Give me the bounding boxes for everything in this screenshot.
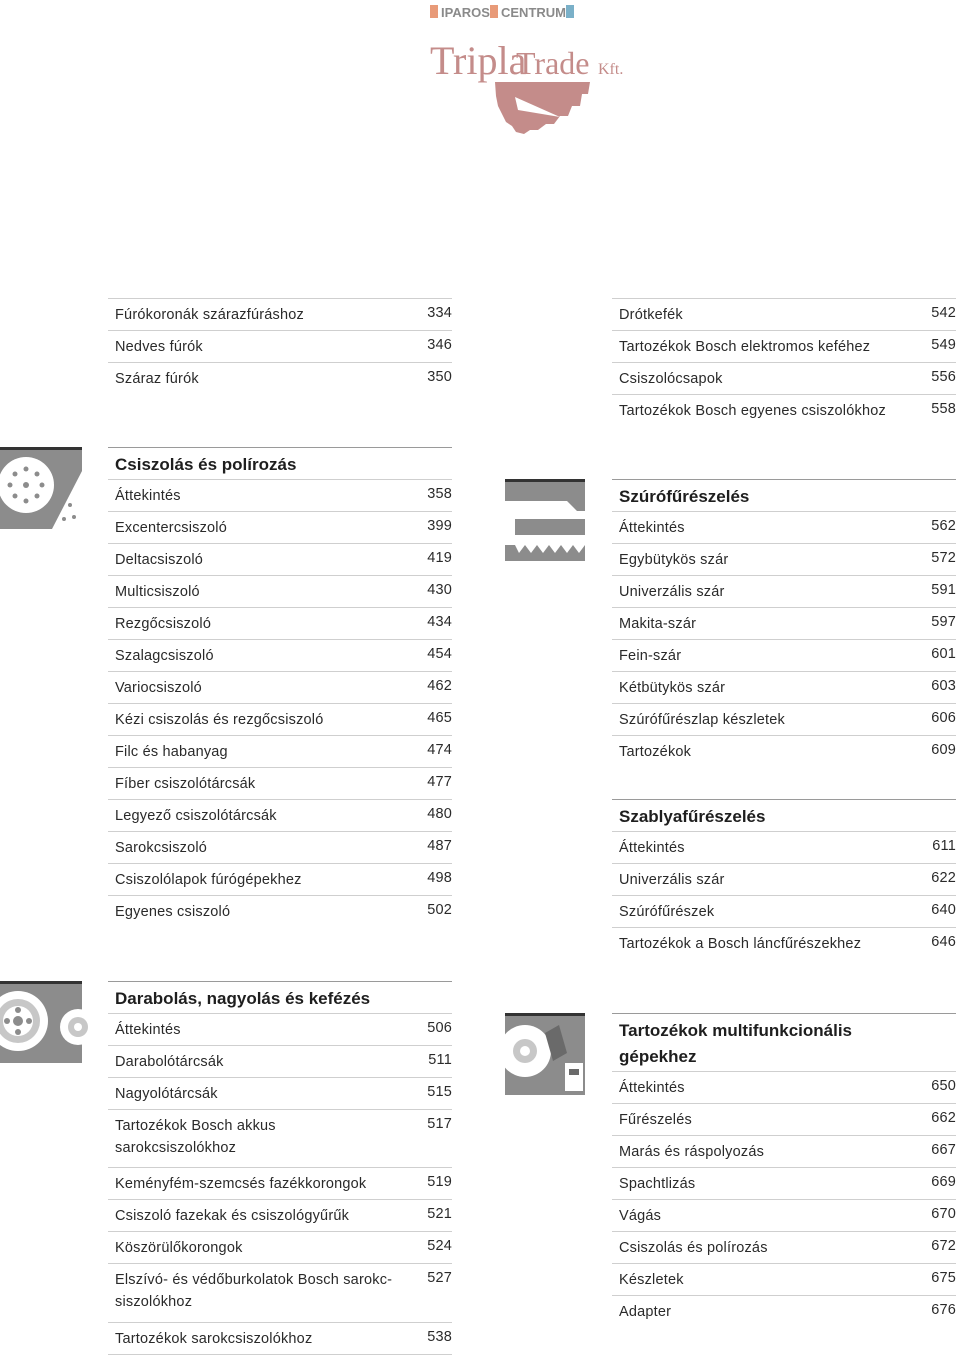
page-number: 524 [427,1238,452,1254]
page-number: 601 [931,646,956,662]
page-number: 465 [427,710,452,726]
multitool-blade-icon [505,1013,585,1095]
item-label-line2: siszolókhoz [115,1294,193,1310]
section-heading-cutting [108,981,452,1014]
logo-word-iparos: IPAROS [441,5,490,20]
item-label: Univerzális szár [619,872,725,888]
item-label: Variocsiszoló [115,680,202,696]
page-number: 474 [427,742,452,758]
list-item[interactable] [108,639,452,672]
page-number: 419 [427,550,452,566]
page-number: 480 [427,806,452,822]
cutting-disc-icon [0,981,82,1063]
page-number: 519 [427,1174,452,1190]
item-label: Áttekintés [619,840,685,856]
section-heading-multifunction [612,1013,956,1072]
list-item[interactable] [612,607,956,640]
list-item[interactable] [612,575,956,608]
item-label: Vágás [619,1208,662,1224]
list-item[interactable] [108,1045,452,1078]
page-number: 670 [931,1206,956,1222]
page-number: 640 [931,902,956,918]
list-item[interactable] [108,1167,452,1200]
item-label: Sarokcsiszoló [115,840,208,856]
page-number: 506 [427,1020,452,1036]
item-label: Száraz fúrók [115,371,199,387]
page-number: 498 [427,870,452,886]
page-number: 502 [427,902,452,918]
item-label: Csiszolócsapok [619,371,723,387]
item-label: Multicsiszoló [115,584,200,600]
list-item[interactable] [108,895,452,928]
list-item[interactable] [108,1013,452,1046]
page-number: 350 [427,369,452,385]
item-label: Tartozékok Bosch egyenes csiszolókhoz [619,403,886,419]
list-item[interactable] [612,1295,956,1328]
list-item[interactable] [108,1109,452,1168]
page-number: 676 [931,1302,956,1318]
right-column [612,0,956,1358]
list-item[interactable] [612,1263,956,1296]
page-number: 358 [427,486,452,502]
logo-suffix: Kft. [598,61,624,78]
left-column [108,0,452,1358]
item-label: Csiszolólapok fúrógépekhez [115,872,302,888]
list-item[interactable] [108,298,452,331]
list-item[interactable] [108,671,452,704]
item-label: Deltacsiszoló [115,552,204,568]
jigsaw-blade-icon [505,479,585,561]
item-label: Köszörülőkorongok [115,1240,243,1256]
page-number: 515 [427,1084,452,1100]
item-label: Nagyolótárcsák [115,1086,218,1102]
item-label: Szúrófűrészek [619,904,715,920]
item-label: Drótkefék [619,307,683,323]
list-item[interactable] [612,639,956,672]
item-label: Elszívó- és védőburkolatok Bosch sarokc- [115,1272,393,1288]
list-item[interactable] [612,863,956,896]
list-item[interactable] [612,1135,956,1168]
list-item[interactable] [612,543,956,576]
page-number: 562 [931,518,956,534]
item-label: Csiszolás és polírozás [619,1240,768,1256]
page-number: 454 [427,646,452,662]
logo-brand-trade: Trade [516,45,590,81]
item-label: Filc és habanyag [115,744,228,760]
item-label: Nedves fúrók [115,339,203,355]
item-label: Egyenes csiszoló [115,904,231,920]
page-number: 487 [427,838,452,854]
section-title: Szablyafűrészelés [619,807,766,826]
section-title: Szúrófűrészelés [619,487,750,506]
list-item[interactable] [108,831,452,864]
item-label: Áttekintés [115,488,181,504]
page-number: 527 [427,1270,452,1286]
page-number: 556 [931,369,956,385]
page-number: 591 [931,582,956,598]
section-heading-sanding [108,447,452,480]
page-number: 572 [931,550,956,566]
item-label: Rezgőcsiszoló [115,616,212,632]
page-number: 334 [427,305,452,321]
list-item[interactable] [108,1077,452,1110]
list-item[interactable] [108,330,452,363]
section-title: Darabolás, nagyolás és kefézés [115,989,371,1008]
list-item[interactable] [612,703,956,736]
list-item[interactable] [108,575,452,608]
list-item[interactable] [612,394,956,427]
list-item[interactable] [108,1199,452,1232]
page-number: 675 [931,1270,956,1286]
page-number: 538 [427,1329,452,1345]
item-label: Adapter [619,1304,672,1320]
item-label: Szalagcsiszoló [115,648,214,664]
page-number: 622 [931,870,956,886]
page-number: 430 [427,582,452,598]
page-number: 517 [427,1116,452,1132]
page-number: 462 [427,678,452,694]
page-number: 399 [427,518,452,534]
item-label: Csiszoló fazekak és csiszológyűrűk [115,1208,350,1224]
item-label: Tartozékok [619,744,692,760]
list-item[interactable] [108,543,452,576]
list-item[interactable] [612,1071,956,1104]
item-label: Marás és ráspolyozás [619,1144,765,1160]
list-item[interactable] [612,330,956,363]
item-label: Szúrófűrészlap készletek [619,712,785,728]
page-number: 611 [932,838,956,854]
item-label: Fúrókoronák szárazfúráshoz [115,307,304,323]
list-item[interactable] [108,1231,452,1264]
item-label: Fűrészelés [619,1112,692,1128]
list-item[interactable] [108,362,452,395]
item-label: Spachtlizás [619,1176,696,1192]
list-item[interactable] [612,927,956,960]
list-item[interactable] [612,298,956,331]
logo-word-centrum: CENTRUM [501,5,566,20]
list-item[interactable] [108,703,452,736]
list-item[interactable] [612,735,956,768]
list-item[interactable] [612,1167,956,1200]
page-number: 597 [931,614,956,630]
list-item[interactable] [108,735,452,768]
list-item[interactable] [108,799,452,832]
page-number: 672 [931,1238,956,1254]
page-number: 477 [427,774,452,790]
page-number: 603 [931,678,956,694]
list-item[interactable] [612,511,956,544]
list-item[interactable] [108,479,452,512]
list-item[interactable] [612,895,956,928]
page-number: 667 [931,1142,956,1158]
list-item[interactable] [612,1231,956,1264]
page-number: 606 [931,710,956,726]
item-label: Áttekintés [619,520,685,536]
page-number: 609 [931,742,956,758]
divider [108,1354,452,1355]
list-item[interactable] [108,607,452,640]
item-label: Tartozékok sarokcsiszolókhoz [115,1331,313,1347]
section-heading-jigsaw [612,479,956,512]
page-number: 662 [931,1110,956,1126]
list-item[interactable] [108,1322,452,1355]
item-label: Kézi csiszolás és rezgőcsiszoló [115,712,324,728]
item-label: Áttekintés [115,1022,181,1038]
page-number: 346 [427,337,452,353]
section-title-line2: gépekhez [619,1047,697,1066]
item-label: Darabolótárcsák [115,1054,224,1070]
list-item[interactable] [612,362,956,395]
item-label-line2: sarokcsiszolókhoz [115,1140,237,1156]
item-label: Makita-szár [619,616,697,632]
section-title: Tartozékok multifunkcionális [619,1021,853,1040]
list-item[interactable] [108,767,452,800]
item-label: Univerzális szár [619,584,725,600]
page-number: 542 [931,305,956,321]
list-item[interactable] [612,1103,956,1136]
item-label: Excentercsiszoló [115,520,227,536]
section-heading-sabre [612,799,956,832]
page-number: 669 [931,1174,956,1190]
item-label: Fíber csiszolótárcsák [115,776,256,792]
item-label: Tartozékok Bosch akkus [115,1118,276,1134]
item-label: Készletek [619,1272,684,1288]
item-label: Tartozékok Bosch elektromos keféhez [619,339,871,355]
list-item[interactable] [612,1199,956,1232]
list-item[interactable] [108,511,452,544]
item-label: Fein-szár [619,648,682,664]
sanding-disc-icon [0,447,82,529]
page-number: 521 [427,1206,452,1222]
page-number: 549 [931,337,956,353]
list-item[interactable] [108,1263,452,1322]
item-label: Kétbütykös szár [619,680,726,696]
list-item[interactable] [612,671,956,704]
item-label: Keményfém-szemcsés fazékkorongok [115,1176,367,1192]
page-number: 511 [428,1052,452,1068]
section-title: Csiszolás és polírozás [115,455,297,474]
item-label: Tartozékok a Bosch láncfűrészekhez [619,936,862,952]
list-item[interactable] [108,863,452,896]
item-label: Legyező csiszolótárcsák [115,808,277,824]
list-item[interactable] [612,831,956,864]
page-number: 558 [931,401,956,417]
item-label: Egybütykös szár [619,552,729,568]
page-number: 646 [931,934,956,950]
logo-brand-tripla: Tripla [430,38,527,83]
item-label: Áttekintés [619,1080,685,1096]
page-number: 434 [427,614,452,630]
page-number: 650 [931,1078,956,1094]
